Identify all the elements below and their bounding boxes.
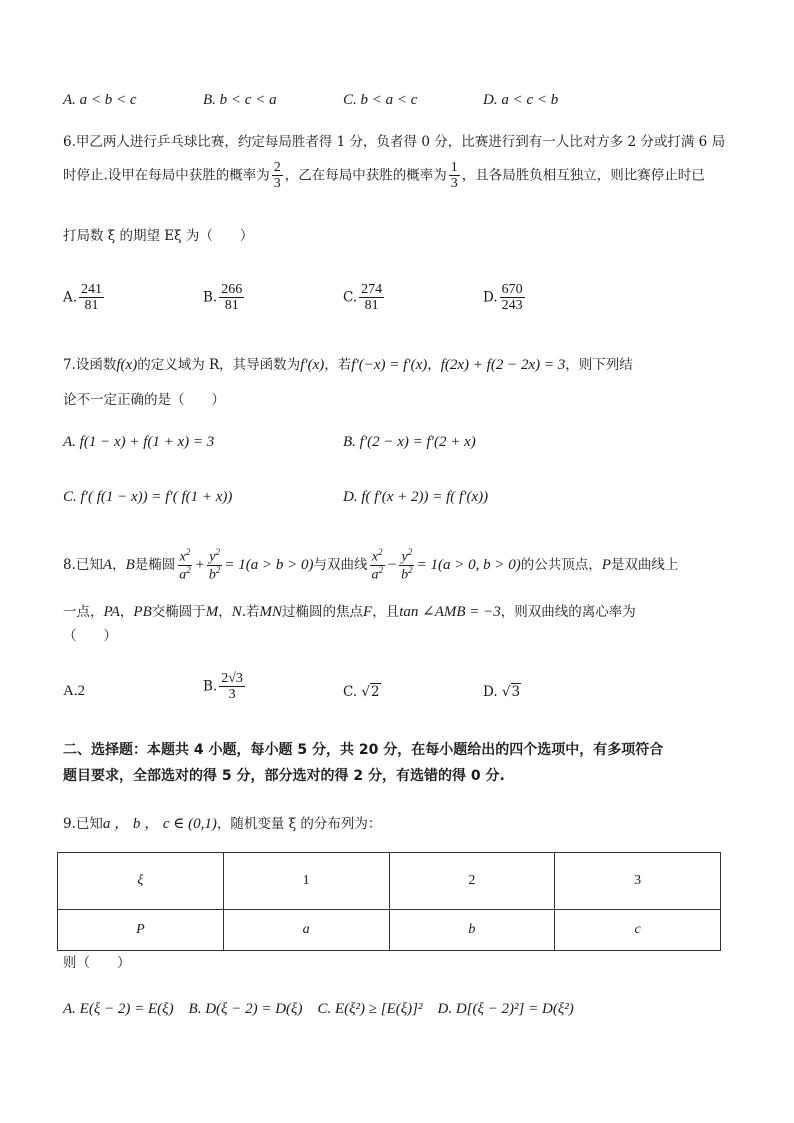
q9-then: 则（ ） [63, 955, 131, 971]
q8-option-b: B. $\frac{2√3}{3}$ [203, 671, 243, 703]
q5-option-b: B. b < c < a [203, 92, 277, 108]
distribution-table [57, 852, 721, 951]
ellipse-y-term: $\frac{y^2}{b^2}$ [208, 547, 221, 583]
q6-prob-a: $\frac{2}{3}$ [273, 160, 281, 192]
q6-line3: 打局数 ξ 的期望 Eξ 为（ ） [63, 228, 254, 244]
q6-option-a: A. $\frac{241}{81}$ [63, 282, 103, 314]
table-cell: c [555, 910, 721, 951]
q8-line2: 一点，PA，PB交椭圆于M，N.若MN过椭圆的焦点F，且tan ∠AMB = −3，则双曲线的离心率为 [63, 604, 636, 620]
q6-prob-b: $\frac{1}{3}$ [450, 160, 458, 192]
q8-option-a: A.2 [63, 683, 86, 699]
table-cell: 2 [389, 853, 555, 910]
q6-option-c: C. $\frac{274}{81}$ [343, 282, 383, 314]
q8-option-d: D. √3 [483, 684, 521, 700]
q6-line1: 6.甲乙两人进行乒乓球比赛，约定每局胜者得 1 分，负者得 0 分，比赛进行到有一人比对方多 2 分或打满 6 局 [63, 134, 726, 150]
table-cell: 1 [223, 853, 389, 910]
q7-option-b: B. f′(2 − x) = f′(2 + x) [343, 434, 476, 450]
q5-option-c: C. b < a < c [343, 92, 418, 108]
ellipse-x-term: $\frac{x^2}{a^2}$ [179, 547, 191, 583]
table-cell: 3 [555, 853, 721, 910]
table-cell: b [389, 910, 555, 951]
q7-option-a: A. f(1 − x) + f(1 + x) = 3 [63, 434, 215, 450]
q7-option-d: D. f( f′(x + 2)) = f( f′(x)) [343, 489, 489, 505]
q8-line3: （ ） [63, 628, 117, 644]
section2-heading-line2: 题目要求，全部选对的得 5 分，部分选对的得 2 分，有选错的得 0 分. [63, 768, 505, 784]
q9-options: A. E(ξ − 2) = E(ξ) B. D(ξ − 2) = D(ξ) C. E(ξ²) ≥ [E(ξ)]² D. D[(ξ − 2)²] = D(ξ²) [63, 1001, 574, 1017]
hyperbola-x-term: $\frac{x^2}{a^2}$ [371, 547, 383, 583]
q8-line1: 8.已知A，B是椭圆 $\frac{x^2}{a^2}$ + $\frac{y^2}{b^2}$ = 1(a > b > 0)与双曲线 $\frac{x^2}{a^2}$ − $\frac{y^2}{b^2}$ = 1(a > 0, b > 0)的公共顶点，P是双曲线上 [63, 547, 679, 583]
table-cell: P [58, 910, 224, 951]
q9-line1: 9.已知a ， b ， c ∈ (0,1)，随机变量 ξ 的分布列为： [63, 816, 382, 832]
q8-option-c: C. √2 [343, 684, 380, 700]
q7-line2: 论不一定正确的是（ ） [63, 392, 225, 408]
q5-option-d: D. a < c < b [483, 92, 559, 108]
table-cell: ξ [58, 853, 224, 910]
q6-line2: 时停止.设甲在每局中获胜的概率为 $\frac{2}{3}$ ，乙在每局中获胜的概率为 $\frac{1}{3}$ ，且各局胜负相互独立，则比赛停止时已 [63, 160, 705, 192]
q7-option-c: C. f′( f(1 − x)) = f′( f(1 + x)) [63, 489, 233, 505]
q7-line1: 7.设函数f(x)的定义域为 R，其导函数为f′(x)，若f′(−x) = f′(x)，f(2x) + f(2 − 2x) = 3，则下列结 [63, 357, 633, 373]
q6-option-d: D. $\frac{670}{243}$ [483, 282, 523, 314]
q6-option-b: B. $\frac{266}{81}$ [203, 282, 243, 314]
section2-heading-line1: 二、选择题：本题共 4 小题，每小题 5 分，共 20 分，在每小题给出的四个选项中，有多项符合 [63, 742, 664, 758]
table-cell: a [223, 910, 389, 951]
hyperbola-y-term: $\frac{y^2}{b^2}$ [401, 547, 413, 583]
q5-option-a: A. a < b < c [63, 92, 137, 108]
